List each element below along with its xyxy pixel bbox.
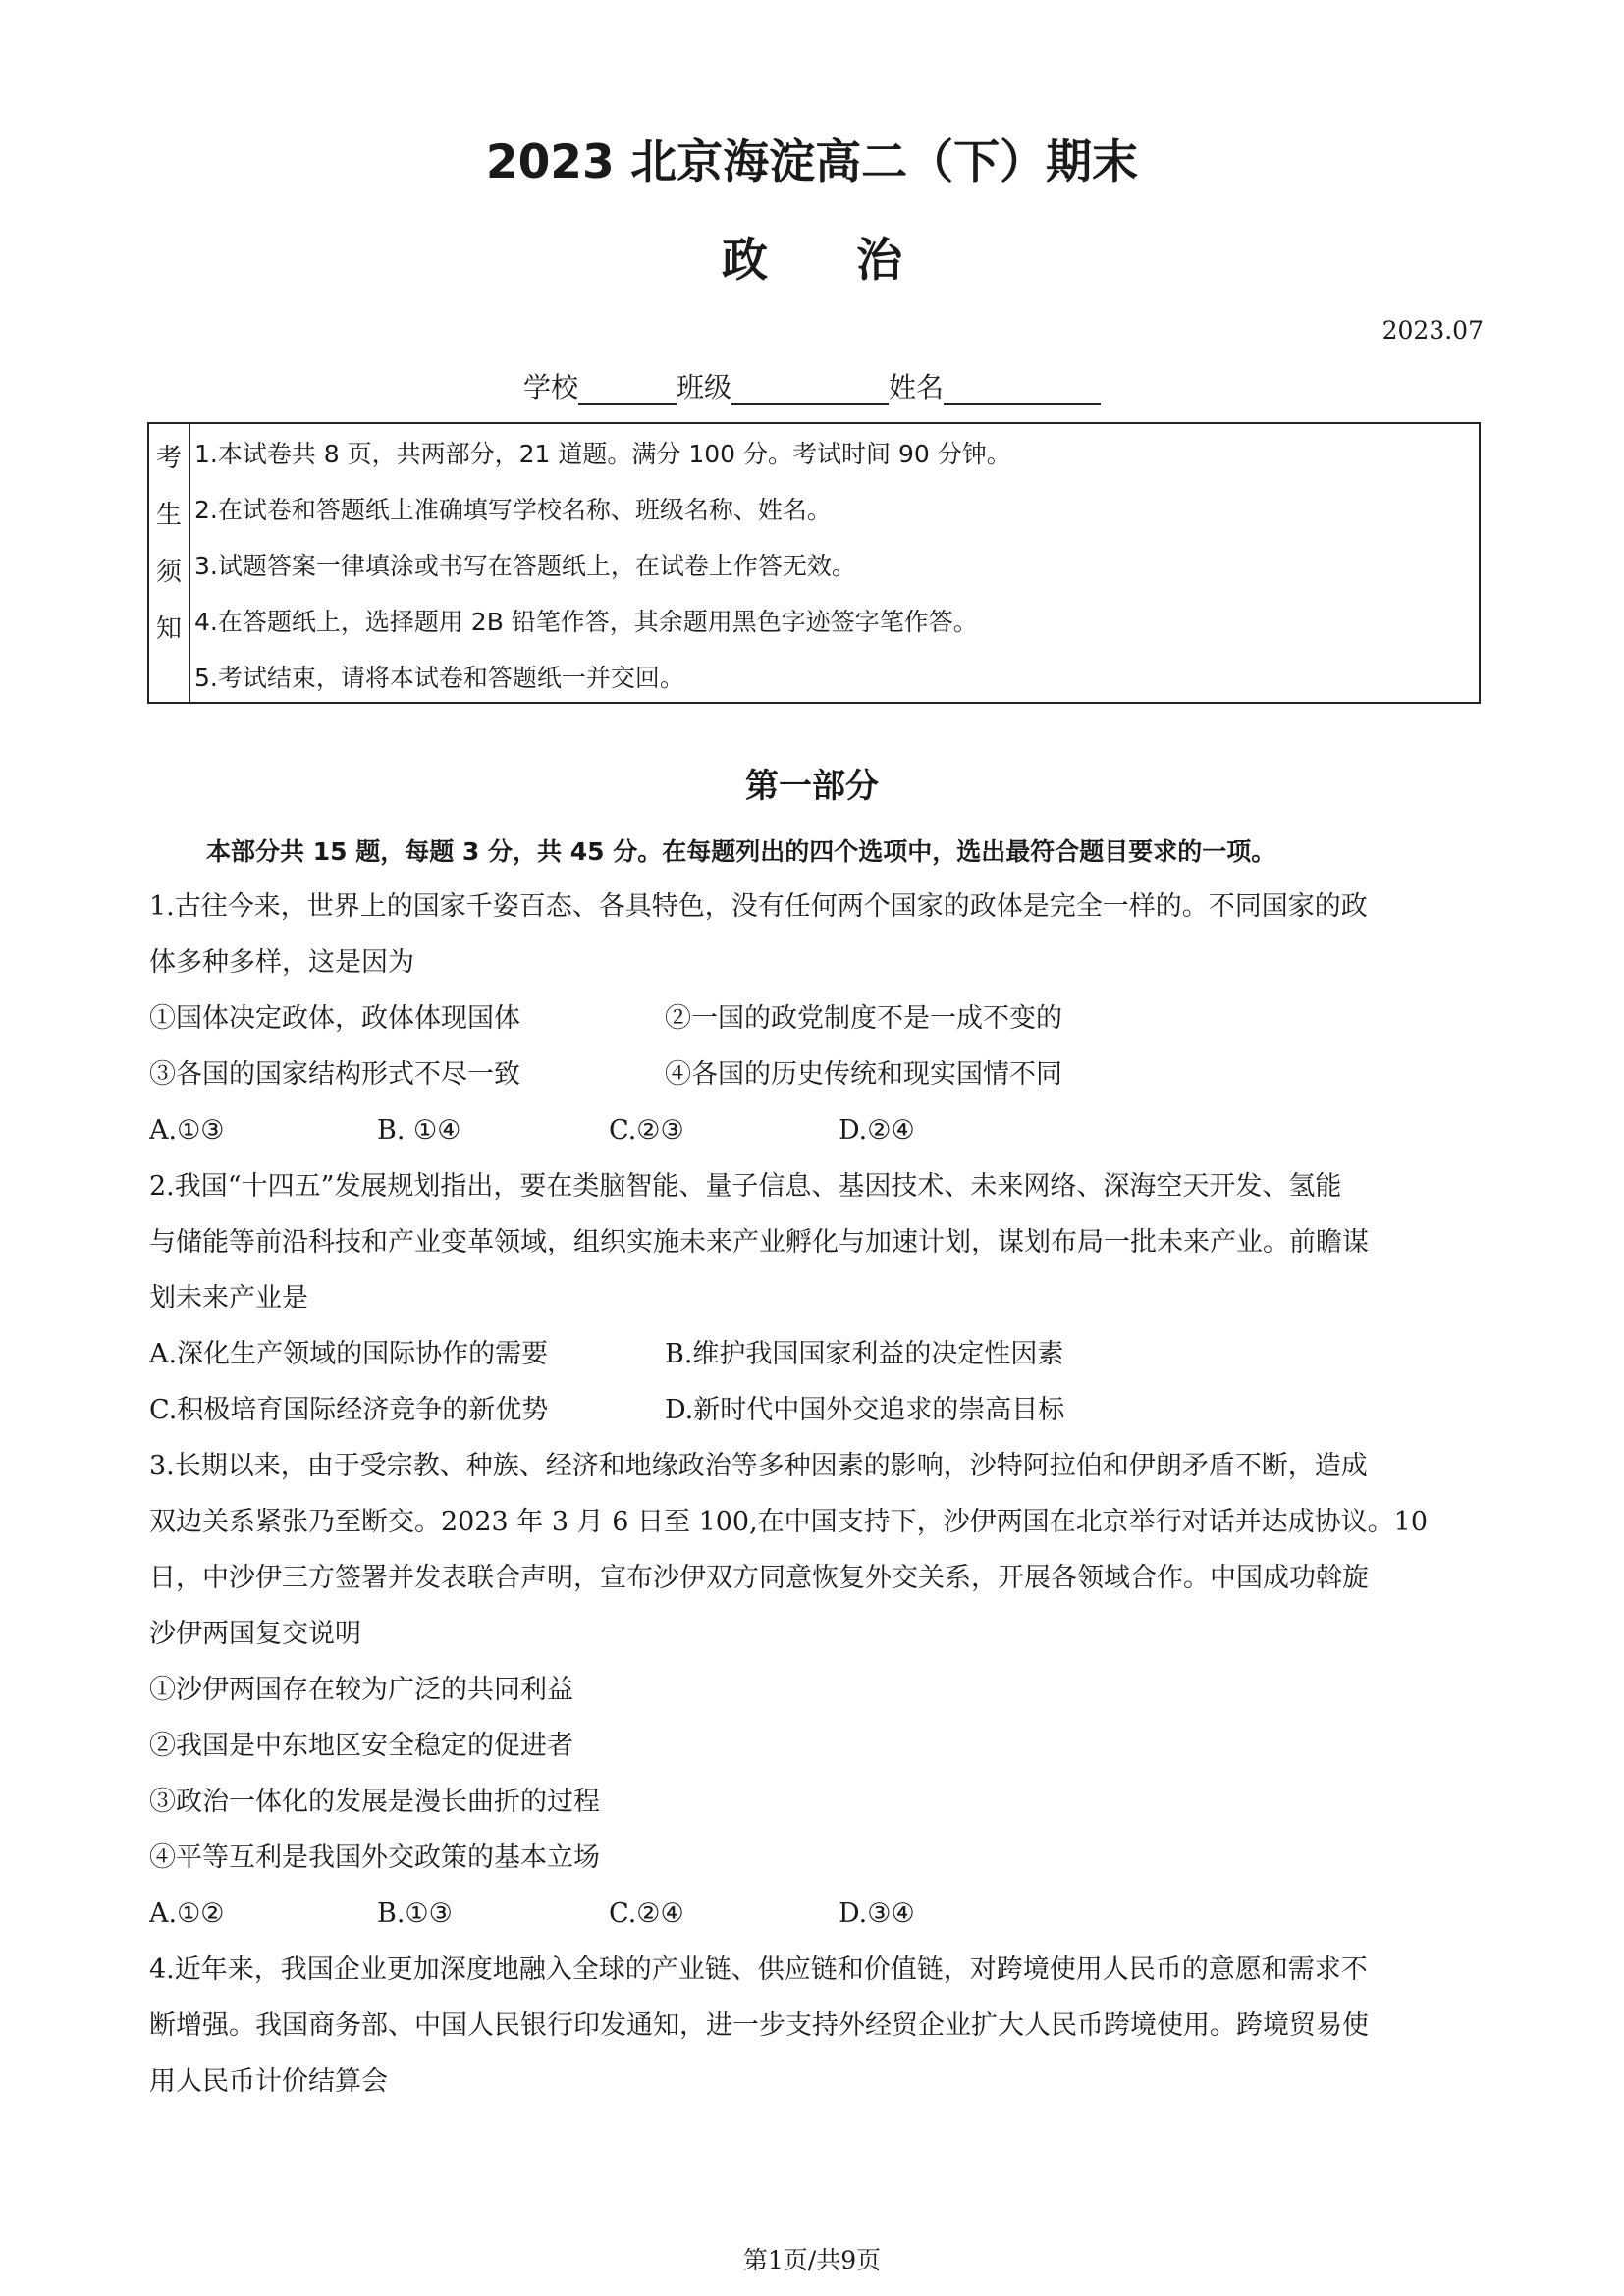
notice-items — [190, 424, 1011, 702]
question-3-stem-line: 3.长期以来，由于受宗教、种族、经济和地缘政治等多种因素的影响，沙特阿拉伯和伊朗矛盾不断，造成 — [149, 1451, 1368, 1481]
notice-item: 1.本试卷共 8 页，共两部分，21 道题。满分 100 分。考试时间 90 分钟。 — [194, 440, 1011, 468]
question-2-option-row — [149, 1326, 1485, 1382]
school-blank — [578, 376, 677, 405]
statement: ③各国的国家结构形式不尽一致 — [149, 1059, 520, 1090]
notice-side-char: 知 — [155, 614, 182, 644]
question-2-stem-line: 划未来产业是 — [149, 1283, 308, 1313]
option-d[interactable]: D.②④ — [839, 1115, 915, 1146]
option-a[interactable]: A.①③ — [149, 1115, 225, 1146]
question-4-stem-line: 用人民币计价结算会 — [149, 2066, 388, 2097]
section-intro: 本部分共 15 题，每题 3 分，共 45 分。在每题列出的四个选项中，选出最符合题目要求的一项。 — [206, 837, 1276, 866]
question-2-stem-line: 2.我国“十四五”发展规划指出，要在类脑智能、量子信息、基因技术、未来网络、深海空天开发、氢能 — [149, 1171, 1342, 1201]
option-c[interactable]: C.积极培育国际经济竞争的新优势 — [149, 1395, 549, 1425]
notice-side-label — [149, 424, 190, 702]
statement: ④各国的历史传统和现实国情不同 — [665, 1059, 1062, 1090]
section-title: 第一部分 — [745, 767, 879, 806]
option-c[interactable]: C.②④ — [609, 1898, 684, 1929]
option-d[interactable]: D.新时代中国外交追求的崇高目标 — [665, 1395, 1065, 1425]
question-4-stem-line: 断增强。我国商务部、中国人民银行印发通知，进一步支持外经贸企业扩大人民币跨境使用。跨境贸易使 — [149, 2010, 1369, 2041]
name-blank — [944, 376, 1101, 405]
question-1-statement-row — [149, 1046, 1485, 1102]
page-footer: 第1页/共9页 — [742, 2246, 882, 2274]
subject-title: 政治 — [722, 234, 991, 288]
question-2-option-row — [149, 1382, 1485, 1438]
notice-item: 4.在答题纸上，选择题用 2B 铅笔作答，其余题用黑色字迹签字笔作答。 — [194, 608, 978, 636]
document-title: 2023 北京海淀高二（下）期末 — [485, 135, 1139, 189]
question-2-stem-line: 与储能等前沿科技和产业变革领域，组织实施未来产业孵化与加速计划，谋划布局一批未来产业。前瞻谋 — [149, 1227, 1369, 1257]
student-info-line — [0, 366, 1624, 405]
question-1-statement-row — [149, 990, 1485, 1046]
notice-item: 3.试题答案一律填涂或书写在答题纸上，在试卷上作答无效。 — [194, 552, 856, 580]
exam-date: 2023.07 — [1381, 316, 1484, 345]
question-1-stem-line: 体多种多样，这是因为 — [149, 947, 414, 978]
option-b[interactable]: B.维护我国国家利益的决定性因素 — [665, 1339, 1064, 1369]
notice-side-char: 生 — [155, 501, 182, 530]
option-b[interactable]: B. ①④ — [377, 1115, 461, 1146]
exam-notice-box — [147, 422, 1481, 704]
notice-item: 5.考试结束，请将本试卷和答题纸一并交回。 — [194, 664, 684, 692]
statement: ①国体决定政体，政体体现国体 — [149, 1003, 520, 1034]
question-3-statement: ④平等互利是我国外交政策的基本立场 — [149, 1842, 600, 1873]
question-3-stem-line: 日，中沙伊三方签署并发表联合声明，宣布沙伊双方同意恢复外交关系，开展各领域合作。中国成功斡旋 — [149, 1563, 1369, 1593]
question-4-stem-line: 4.近年来，我国企业更加深度地融入全球的产业链、供应链和价值链，对跨境使用人民币的意愿和需求不 — [149, 1954, 1368, 1985]
school-label: 学校 — [522, 371, 578, 403]
question-3-options — [149, 1886, 1485, 1942]
class-label: 班级 — [676, 371, 731, 403]
question-area — [149, 879, 1485, 2109]
option-c[interactable]: C.②③ — [609, 1115, 684, 1146]
notice-item: 2.在试卷和答题纸上准确填写学校名称、班级名称、姓名。 — [194, 496, 832, 524]
name-label: 姓名 — [889, 371, 945, 403]
statement: ②一国的政党制度不是一成不变的 — [665, 1003, 1062, 1034]
option-a[interactable]: A.①② — [149, 1898, 225, 1929]
question-3-stem-line: 双边关系紧张乃至断交。2023 年 3 月 6 日至 100,在中国支持下，沙伊两国在北京举行对话并达成协议。10 — [149, 1507, 1429, 1537]
question-3-statement: ③政治一体化的发展是漫长曲折的过程 — [149, 1787, 600, 1817]
question-1-options — [149, 1102, 1485, 1158]
question-3-stem-line: 沙伊两国复交说明 — [149, 1619, 361, 1649]
notice-side-char: 须 — [155, 558, 182, 587]
question-3-statement: ②我国是中东地区安全稳定的促进者 — [149, 1731, 573, 1761]
class-blank — [731, 376, 889, 405]
notice-side-char: 考 — [155, 444, 182, 473]
question-1-stem-line: 1.古往今来，世界上的国家千姿百态、各具特色，没有任何两个国家的政体是完全一样的。不同国家的政 — [149, 891, 1368, 922]
option-b[interactable]: B.①③ — [377, 1898, 453, 1929]
question-3-statement: ①沙伊两国存在较为广泛的共同利益 — [149, 1675, 573, 1705]
option-a[interactable]: A.深化生产领域的国际协作的需要 — [149, 1339, 549, 1369]
option-d[interactable]: D.③④ — [839, 1898, 915, 1929]
